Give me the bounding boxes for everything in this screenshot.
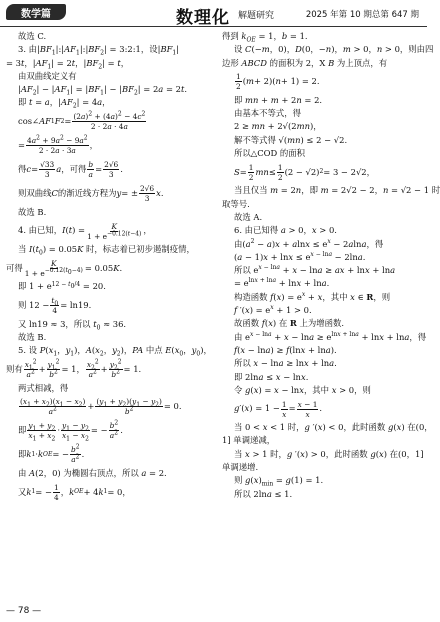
text-line: 3. 由$|BF_1|:|AF_1|:|BF_2|$ = 3:2:1，设$|BF_1|$ — [18, 44, 180, 57]
text-line: 故选 B. — [18, 331, 47, 342]
text-line: 得 c = $\frac{√33}{3}$ a ，可得 $\frac{b}{a}$ = $\frac{2√6}{3}$ . — [18, 160, 123, 180]
page-number: — 78 — — [6, 606, 42, 616]
text-line: 故选 C. — [18, 31, 47, 41]
text-line: 又 k 1 = − $\frac{1}{4}$ ， k OE + 4 k 1 = 0， — [18, 482, 131, 502]
text-line: 设 C(−m，0)，D(0，−n)，m > 0，n > 0，则由四 — [234, 44, 434, 55]
text-line: 由 A(2，0) 为椭圆右顶点，所以 a = 2. — [18, 467, 167, 478]
page-header — [0, 0, 427, 27]
text-line: 又 ln19 ≈ 3，所以 $t_0 \approx 36$. — [18, 318, 127, 332]
section-tag: 数学篇 — [6, 4, 66, 20]
magazine-subbrand: 解题研究 — [238, 11, 275, 21]
magazine-brand: 数理化 — [176, 8, 230, 28]
text-line: 即 $\frac{y_1 + y_2}{x_1 + x_2}$ · $\frac{y_1 - y_2}{x_1 - x_2}$ = − $\frac{b^2}{a^2}$ . — [18, 419, 123, 443]
text-line: 构造函数 $f(x) = e^x + x$，其中 x ∈ R，则 — [234, 290, 391, 302]
text-line: 由 $e^{x - lna} + x - \ln a \ge e^{lnx + lna} + \ln x + \ln a$，得 — [234, 330, 427, 342]
text-line: 两式相减，得 — [18, 382, 69, 393]
text-line: 可得 $\frac{K}{1 + e^{-0.12(t_0-4)}}$ = 0.05 K . — [6, 258, 123, 278]
text-line: 则双曲线 C 的渐近线方程为 y = ± $\frac{2√6}{3}$ x . — [18, 184, 164, 204]
text-line: 故选 A. — [234, 211, 263, 222]
text-line: 所以 $e^{x - lna} + x - \ln a$ ≥ ax + lnx + lna — [234, 264, 396, 276]
text-line: 即 2lna ≤ x − lnx. — [234, 371, 309, 382]
text-line: 所以 2lna ≤ 1. — [234, 488, 293, 499]
text-line: $|AF_2| - |AF_1| = |BF_1| - |BF_2| = 2a = 2t$. — [18, 84, 188, 97]
text-line: 6. 由已知得 a > 0，x > 0. — [234, 225, 337, 236]
issue-info: 2025 年第 10 期总第 647 期 — [305, 10, 419, 20]
text-line: 由基本不等式，得 — [234, 108, 301, 119]
text-line: 得到 $k_{OE} = 1$，b = 1. — [222, 31, 308, 44]
text-line: 当 $I(t_0) = 0.05K$ 时，标志着已初步遏制疫情， — [18, 244, 195, 257]
text-line: f $'(x) = e^x + 1 > 0$. — [234, 304, 312, 316]
text-line: f(x − lna) ≥ f(lnx + lna). — [234, 344, 337, 355]
text-line: 边形 ABCD 的面积为 2，X B 为上顶点，有 — [222, 57, 388, 68]
text-line: 则有 $\frac{x_1^2}{a^2}$ + $\frac{y_1^2}{b^2}$ = 1， $\frac{x_2^2}{a^2}$ + $\frac{y_2^2}{b^2}$ = 1. — [6, 358, 142, 380]
text-line: 故选 B. — [18, 206, 47, 217]
left-column — [6, 30, 214, 504]
text-line: 则 $g(x)_{min} = g(1) = 1$. — [234, 475, 324, 488]
text-line: 当 0 < x < 1 时，g ′(x) < 0，此时函数 g(x) 在(0， — [234, 422, 433, 433]
text-line: 则 12 − $\frac{t_0}{4}$ = ln19. — [18, 296, 92, 316]
text-line: cos∠ AF 1 F 2 = $\frac{(2a)^2 + (4a)^2 - 4c^2}{2 \cdot 2a \cdot 4a}$ — [18, 110, 146, 132]
text-line: 即 mn + m + 2n = 2. — [234, 94, 323, 105]
text-line: 解不等式得 √(mn) ≤ 2 − √2. — [234, 134, 348, 145]
text-line: 故函数 f(x) 在 R 上为增函数. — [234, 318, 345, 329]
text-line: 所以△COD 的面积 — [234, 148, 305, 159]
text-line: 2 ≥ mn + 2√(2mn)， — [234, 121, 322, 132]
text-line: 5. 设 $P(x_1$，$y_1$)，$A(x_2$，$y_2$)，PA 中点 $E(x_0$，$y_0$)， — [18, 345, 212, 358]
text-line: 4. 由已知， I ( t ) = $\frac{K}{1 + e^{-0.12(t-4)}}$ ， — [18, 221, 152, 241]
right-column — [222, 30, 440, 501]
text-line: 当且仅当 m = 2n，即 m = 2√2 − 2，n = √2 − 1 时 — [234, 185, 440, 196]
text-line: 当 x > 1 时，g ′(x) > 0，此时函数 g(x) 在(0，1] — [234, 448, 424, 459]
text-line: $\frac{1}{2}$ ( m + 2)( n + 1) = 2. — [236, 72, 320, 92]
text-line: 即 t = a，$|AF_2| = 4a$， — [18, 97, 111, 111]
text-line: 由$(a^2 - a)x + alnx \le e^x - 2alna$，得 — [234, 237, 384, 249]
text-line: = 3t，$|AF_1| = 2t$，$|BF_2| = t$， — [6, 57, 130, 71]
text-line: $\frac{(x_1 + x_2)(x_1 - x_2)}{a^2}$ + $\frac{(y_1 + y_2)(y_1 - y_2)}{b^2}$ = 0. — [20, 397, 182, 417]
text-line: S = $\frac{1}{2}$ mn ≤ $\frac{1}{2}$ (2 − √2) 2 = 3 − 2√2， — [234, 162, 375, 182]
text-line: 由双曲线定义有 — [18, 70, 77, 81]
text-line: 单调递增. — [222, 462, 259, 473]
text-line: g ′( x ) = 1 − $\frac{1}{x}$ = $\frac{x - 1}{x}$ . — [234, 399, 323, 419]
text-line: 即 $1 + e^{12 - t_0/4} = 20$. — [18, 280, 106, 292]
text-line: 令 g(x) = x − lnx，其中 x > 0，则 — [234, 384, 371, 395]
text-line: 即 k 1 · k OE = − $\frac{b^2}{a^2}$ . — [18, 443, 85, 465]
text-line: 所以 x − lna ≥ lnx + lna. — [234, 358, 337, 369]
text-line: = $e^{lnx + lna} + \ln x + \ln a$. — [234, 277, 330, 289]
text-line: $(a - 1)x + \ln x \le e^{x - lna} - 2\ln a$. — [234, 251, 366, 262]
text-line: = $\frac{4a^2 + 9a^2 - 9a^2}{2 \cdot 2a \cdot 3a}$ ， — [18, 134, 98, 156]
text-line: 1] 单调递减， — [222, 435, 276, 446]
text-line: 取等号. — [222, 198, 250, 209]
